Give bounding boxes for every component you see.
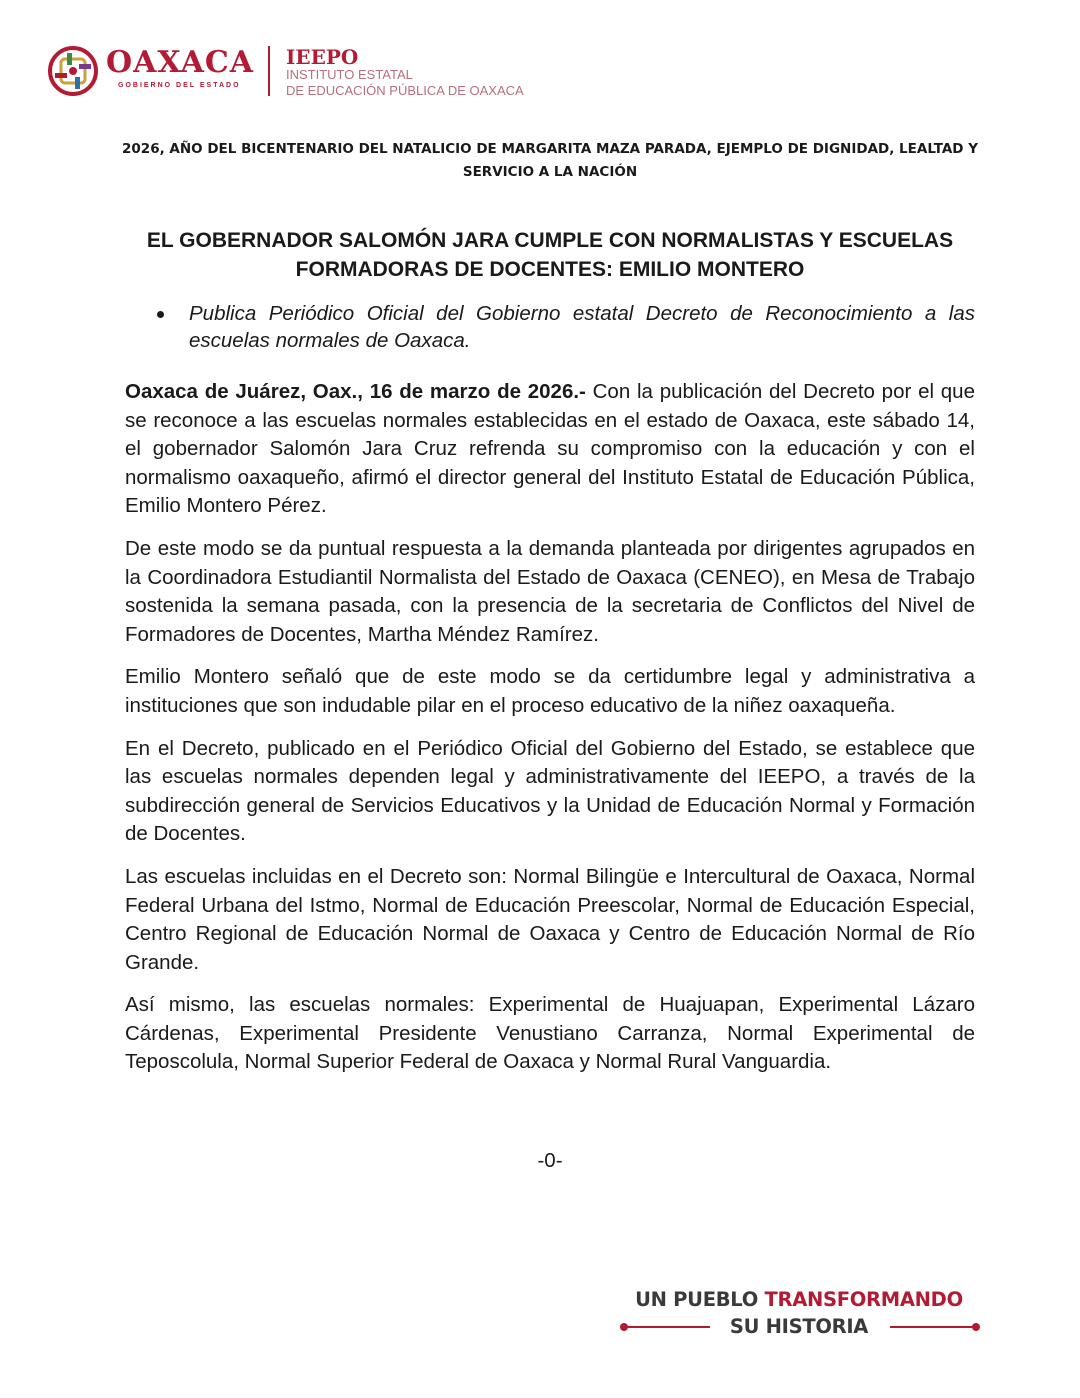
letterhead	[48, 42, 568, 102]
summary-bullet	[125, 300, 975, 354]
slogan-rule-left	[624, 1326, 710, 1328]
slogan-line2: SU HISTORIA	[729, 1315, 869, 1338]
agency-acronym: IEEPO	[286, 45, 359, 69]
slogan-rule-right	[890, 1326, 976, 1328]
footer-slogan	[618, 1288, 980, 1344]
paragraph: De este modo se da puntual respuesta a la demanda planteada por dirigentes agrupados en la Coordinadora Estudiantil Normalista del Estado de Oaxaca (CENEO), en Mesa de Trabajo sostenida la semana pasada, con la presencia de la secretaria de Conflictos del Nivel de Formadores de Docentes, Martha Méndez Ramírez.	[125, 536, 975, 646]
paragraph: Así mismo, las escuelas normales: Experimental de Huajuapan, Experimental Lázaro Cárdenas, Experimental Presidente Venustiano Carranza, Normal Experimental de Teposcolula, Normal Superior Federal de Oaxaca y Normal Rural Vanguardia.	[125, 993, 975, 1074]
slogan-line1	[618, 1288, 980, 1312]
agency-name-line1: INSTITUTO ESTATAL	[286, 67, 413, 82]
article-body	[125, 378, 975, 1091]
slogan-part1: UN PUEBLO	[635, 1288, 765, 1311]
paragraph: Las escuelas incluidas en el Decreto son: Normal Bilingüe e Intercultural de Oaxaca, Normal Federal Urbana del Istmo, Normal de Educación Preescolar, Normal de Educación Especial, Centro Regional de Educación Normal de Oaxaca y Centro de Educación Normal de Río Grande.	[125, 864, 975, 974]
paragraph: Emilio Montero señaló que de este modo se da certidumbre legal y administrativa a instituciones que son indudable pilar en el proceso educativo de la niñez oaxaqueña.	[125, 665, 975, 717]
state-name: OAXACA	[106, 45, 255, 80]
dateline: Oaxaca de Juárez, Oax., 16 de marzo de 2026.-	[125, 380, 586, 403]
lead-text: Con la publicación del Decreto por el que se reconoce a las escuelas normales establecidas en el estado de Oaxaca, este sábado 14, el gobernador Salomón Jara Cruz refrenda su compromiso con la educación y con el normalismo oaxaqueño, afirmó el director general del Instituto Estatal de Educación Pública, Emilio Montero Pérez.	[125, 380, 975, 518]
slogan-rule-dot-icon	[972, 1323, 980, 1331]
logo-divider	[268, 46, 270, 96]
summary-bullets	[125, 300, 975, 354]
oaxaca-seal-icon	[48, 46, 98, 96]
bullet-icon	[157, 311, 164, 318]
summary-bullet-text: Publica Periódico Oficial del Gobierno estatal Decreto de Reconocimiento a las escuelas normales de Oaxaca.	[189, 302, 975, 352]
paragraph: En el Decreto, publicado en el Periódico Oficial del Gobierno del Estado, se establece que las escuelas normales dependen legal y administrativamente del IEEPO, a través de la subdirección general de Servicios Educativos y la Unidad de Educación Normal y Formación de Docentes.	[125, 736, 975, 846]
agency-name-line2: DE EDUCACIÓN PÚBLICA DE OAXACA	[286, 83, 524, 98]
headline: EL GOBERNADOR SALOMÓN JARA CUMPLE CON NORMALISTAS Y ESCUELAS FORMADORAS DE DOCENTES: EMILIO MONTERO	[146, 229, 954, 281]
paragraph-lead	[125, 378, 975, 521]
slogan-part2: TRANSFORMANDO	[764, 1288, 963, 1311]
year-motto: 2026, AÑO DEL BICENTENARIO DEL NATALICIO DE MARGARITA MAZA PARADA, EJEMPLO DE DIGNIDAD, LEALTAD Y SERVICIO A LA NACIÓN	[122, 141, 978, 180]
state-subtitle: GOBIERNO DEL ESTADO	[118, 82, 241, 89]
end-mark: -0-	[537, 1149, 563, 1172]
